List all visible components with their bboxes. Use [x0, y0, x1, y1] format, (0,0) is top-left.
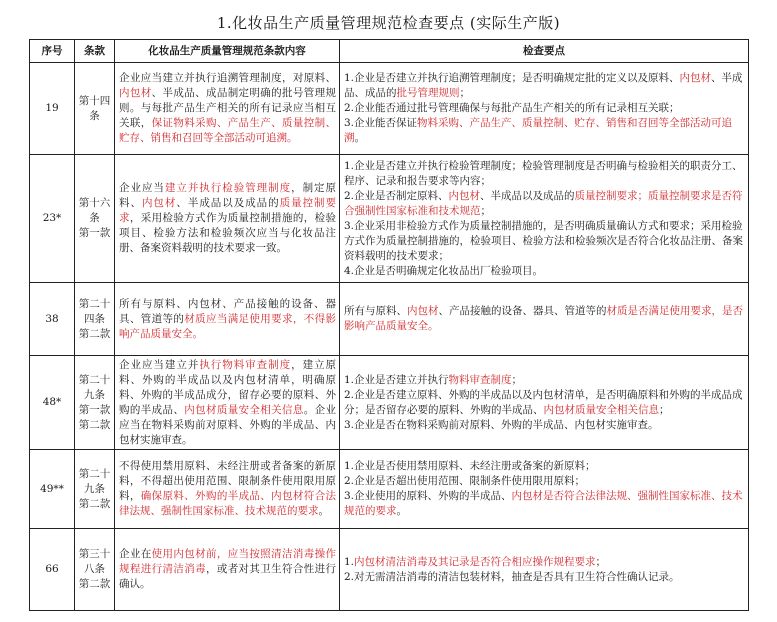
cell-points	[340, 356, 749, 450]
highlighted-text: 物料审查制度	[448, 373, 512, 386]
clause-line: 条	[89, 109, 100, 122]
text-run: 企业在	[119, 548, 152, 560]
cell-clause	[75, 63, 115, 155]
cell-num: 49**	[30, 450, 75, 529]
text-run: 。	[396, 505, 407, 517]
highlighted-text: 内包材清洁消毒及其记录是否符合相应操作规程要求	[354, 555, 596, 568]
text-run: 、产品接触的设备、器具、管道等的	[438, 305, 607, 317]
clause-line: 第二十	[78, 373, 111, 386]
text-run: ，制定原料、	[119, 182, 337, 209]
clause-line: 第二款	[78, 327, 111, 340]
text-run: 1.企业是否建立并执行追溯管理制度；是否明确规定批的定义以及原料、	[344, 72, 680, 84]
header-content: 化妆品生产质量管理规范条款内容	[115, 40, 340, 63]
table-row	[30, 63, 749, 155]
highlighted-text: 内包材	[679, 72, 712, 84]
highlighted-text: 内包材	[448, 189, 481, 202]
check-point	[344, 219, 744, 264]
check-point	[344, 304, 744, 334]
clause-line: 第一款	[78, 403, 111, 416]
text-run: ，建立原料、外购的半成品以及内包材清单，明确原料、外购的半成品成分，留存必要的原料、外购的半成品、	[119, 358, 337, 416]
inspection-table	[29, 39, 749, 611]
cell-content	[115, 356, 340, 450]
table-row	[30, 450, 749, 529]
cell-num: 38	[30, 283, 75, 356]
text-run: 1.企业是否使用禁用原料、未经注册或备案的新原料；	[344, 460, 596, 472]
check-point	[344, 264, 744, 279]
cell-content	[115, 63, 340, 155]
check-point	[344, 418, 744, 433]
clause-line: 八条	[84, 563, 105, 575]
clause-line: 第二款	[78, 418, 111, 431]
clause-line: 第二款	[78, 497, 111, 510]
clause-line: 四条	[84, 312, 105, 325]
check-point	[344, 474, 744, 489]
cell-points	[340, 155, 749, 283]
cell-num: 48*	[30, 356, 75, 450]
text-run: 4.企业是否明确规定化妆品出厂检验项目。	[344, 264, 544, 277]
cell-content	[115, 450, 340, 529]
cell-points	[340, 529, 749, 611]
clause-line: 第二十	[78, 297, 111, 310]
text-run: 企业应当	[119, 182, 165, 194]
check-point	[344, 189, 744, 219]
highlighted-text: 批号管理规则	[396, 87, 460, 99]
highlighted-text: 内包材	[141, 197, 177, 209]
check-point	[344, 101, 744, 116]
cell-clause	[75, 356, 115, 450]
text-run: 所有与原料、内包材、产品接触的设备、器具、管道等的	[119, 297, 336, 325]
cell-clause	[75, 283, 115, 356]
text-run: 企业应当建立并	[119, 358, 200, 371]
clause-line: 第二款	[78, 578, 111, 590]
document-title: 1.化妆品生产质量管理规范检查要点 (实际生产版)	[216, 14, 561, 32]
highlighted-text: 建立并执行检验管理制度	[164, 182, 292, 194]
highlighted-text: 保证物料采购、产品生产、质量控制、贮存、销售和召回等全部活动可追溯。	[119, 117, 337, 144]
text-run: 、半成品以及成品的	[176, 197, 280, 209]
cell-points	[340, 283, 749, 356]
text-run: 3.企业是否在物料采购前对原料、外购的半成品、内包材实施审查。	[344, 418, 659, 431]
text-run: 3.企业使用的原料、外购的半成品、	[344, 490, 512, 502]
cell-content	[115, 155, 340, 283]
highlighted-text: 内包材是否符合法律法规、强制性国家标准、技术规范的要求	[344, 490, 743, 517]
highlighted-text: 内包材	[407, 305, 439, 317]
text-run: ；	[459, 87, 470, 99]
text-run: 1.	[344, 555, 355, 568]
check-point	[344, 570, 744, 585]
cell-points	[340, 450, 749, 529]
check-point	[344, 489, 744, 519]
table-row	[30, 356, 749, 450]
text-run: ；	[511, 373, 523, 386]
text-run: ，或者对其卫生符合性进行确认。	[119, 563, 337, 590]
clause-line: 第十四	[78, 94, 111, 107]
clause-line: 第二十	[78, 467, 111, 480]
check-point	[344, 116, 744, 146]
text-run: 、半成品、成品的	[344, 72, 743, 99]
text-run: ；	[595, 555, 607, 568]
text-run: 不得使用禁用原料、未经注册或者备案的新原料，不得超出使用范围、限制条件使用限用原料，	[119, 460, 336, 502]
table-header-row	[30, 40, 749, 63]
cell-clause	[75, 450, 115, 529]
text-run: 2.对无需清洁消毒的清洁包装材料，抽查是否具有卫生符合性确认记录。	[344, 570, 680, 583]
highlighted-text: 质量控制要求	[119, 197, 337, 224]
highlighted-text: 材质应当满足使用要求，不得影响产品质量安全。	[119, 312, 337, 340]
clause-line: 第一款	[78, 227, 111, 239]
text-run: 、半成品、成品制定明确的批号管理规则。与每批产品生产相关的所有记录应当相互关联，	[119, 87, 337, 129]
header-clause: 条款	[75, 40, 115, 63]
clause-line: 九条	[84, 482, 105, 495]
text-run: 。企业应当在物料采购前对原料、外购的半成品、内包材实施审查。	[119, 403, 337, 446]
check-point	[344, 159, 744, 189]
check-point	[344, 388, 744, 418]
text-run: 2.企业能否通过批号管理确保与每批产品生产相关的所有记录相互关联；	[344, 102, 680, 114]
text-run: ；	[480, 204, 491, 217]
text-run: ，采用检验方式作为质量控制措施的，检验项目、检验方法和检验频次应当与化妆品注册、备案资料载明的技术要求一致。	[119, 212, 337, 254]
highlighted-text: 物料采购、产品生产、质量控制、贮存、销售和召回等全部活动可追溯	[344, 117, 733, 144]
highlighted-text: 内包材	[119, 87, 152, 99]
text-run: 所有与原料、	[344, 305, 407, 317]
clause-line: 第三十	[78, 548, 111, 560]
cell-num: 66	[30, 529, 75, 611]
cell-num: 23*	[30, 155, 75, 283]
cell-num: 19	[30, 63, 75, 155]
cell-clause	[75, 529, 115, 611]
text-run: 2.企业是否超出使用范围、限制条件使用限用原料；	[344, 475, 586, 487]
check-point	[344, 459, 744, 474]
cell-content	[115, 283, 340, 356]
text-run: 1.企业是否建立并执行检验管理制度；检验管理制度是否明确与检验相关的职责分工、程序、记录和报告要求等内容；	[344, 159, 743, 187]
clause-line: 条	[89, 212, 100, 224]
highlighted-text: 执行物料审查制度	[199, 358, 292, 371]
clause-line: 第十六	[78, 197, 111, 209]
highlighted-text: 质量控制要求；质量控制要求是否符合强制性国家标准和技术规范	[344, 189, 743, 217]
table-row	[30, 155, 749, 283]
highlighted-text: 内包材质量安全相关信息	[184, 403, 304, 416]
highlighted-text: 内包材质量安全相关信息	[543, 403, 659, 416]
clause-line: 九条	[84, 388, 105, 401]
text-run: 2.企业是否建立原料、外购的半成品以及内包材清单，是否明确原料和外购的半成品成分；是否留存必要的原料、外购的半成品、	[344, 388, 743, 416]
highlighted-text: 使用内包材前，应当按照清洁消毒操作规程进行清洁消毒	[119, 548, 337, 575]
text-run: ；	[659, 403, 670, 416]
table-row	[30, 283, 749, 356]
check-point	[344, 373, 744, 388]
text-run: 3.企业能否保证	[344, 117, 418, 129]
check-point	[344, 71, 744, 101]
cell-points	[340, 63, 749, 155]
table-row	[30, 529, 749, 611]
header-num: 序号	[30, 40, 75, 63]
highlighted-text: 材质是否满足使用要求，是否影响产品质量安全。	[344, 305, 743, 332]
text-run: 1.企业是否建立并执行	[344, 373, 449, 386]
highlighted-text: 确保原料、外购的半成品、内包材符合法律法规、强制性国家标准、技术规范的要求	[119, 490, 337, 517]
cell-clause	[75, 155, 115, 283]
text-run: 2.企业是否制定原料、	[344, 189, 449, 202]
text-run: 3.企业采用非检验方式作为质量控制措施的，是否明确质量确认方式和要求；采用检验方式作为质量控制措施的，检验项目、检验方法和检验频次是否符合化妆品注册、备案资料载明的技术要求；	[344, 219, 743, 262]
check-point	[344, 555, 744, 570]
text-run: 。	[354, 132, 365, 144]
text-run: 企业应当建立并执行追溯管理制度，对原料、	[119, 72, 336, 84]
header-points: 检查要点	[340, 40, 749, 63]
cell-content	[115, 529, 340, 611]
text-run: 。	[318, 505, 329, 517]
text-run: 、半成品以及成品的	[480, 189, 575, 202]
